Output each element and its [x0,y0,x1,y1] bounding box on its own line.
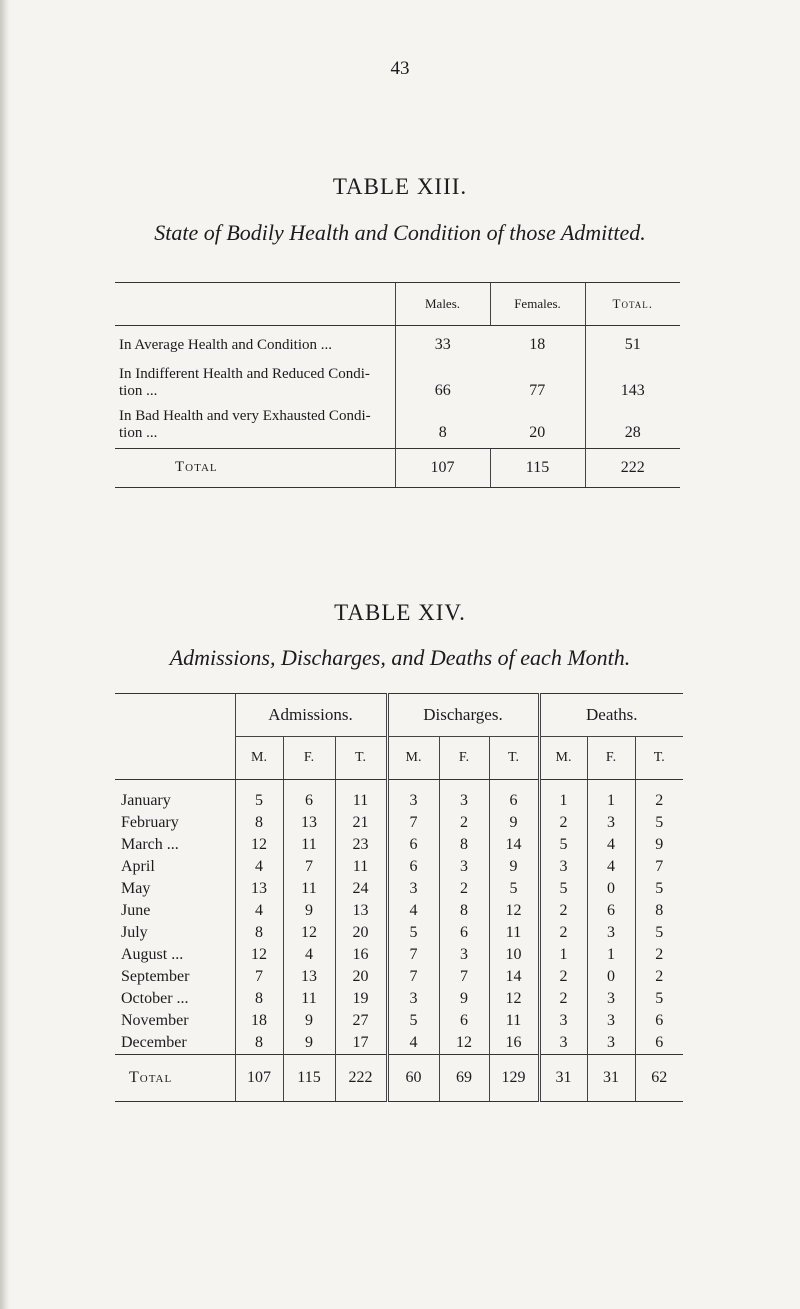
table-cell: 9 [283,1032,335,1055]
table-xiii [115,282,680,488]
table-cell: 6 [635,1010,683,1032]
table-cell: 11 [283,988,335,1010]
group-admissions: Admissions. [235,694,387,737]
table-cell: 5 [387,1010,439,1032]
table-row [115,988,683,1010]
month-label: July [121,924,148,941]
table-cell: 14 [489,966,539,988]
table-cell: 4 [387,900,439,922]
table-cell: 3 [587,812,635,834]
month-label: April [121,858,155,875]
table-row [115,812,683,834]
table-cell: 13 [235,878,283,900]
table-row [115,944,683,966]
table-total-row [115,448,680,487]
table-cell: 6 [439,1010,489,1032]
table-cell: 11 [283,878,335,900]
table-cell: 12 [489,988,539,1010]
group-deaths: Deaths. [539,694,683,737]
total-cell: 60 [387,1055,439,1102]
cell-males: 66 [395,354,490,400]
table-cell: 16 [489,1032,539,1055]
table-cell: 10 [489,944,539,966]
table-cell: 2 [635,780,683,813]
table-row [115,878,683,900]
table-cell: 5 [635,922,683,944]
subheader-cell: F. [283,737,335,780]
table-cell: 2 [439,812,489,834]
month-label: December [121,1034,187,1051]
cell-males: 33 [395,326,490,355]
table-row [115,856,683,878]
cell-total: 143 [585,354,680,400]
total-label: Total [115,448,395,487]
table-cell: 8 [235,988,283,1010]
table-cell: 13 [283,812,335,834]
page-number: 43 [390,58,410,79]
total-females: 115 [490,448,585,487]
table-cell: 0 [587,878,635,900]
month-label: August ... [121,946,184,963]
total-cell: 31 [587,1055,635,1102]
month-label: September [121,968,190,985]
month-label: November [121,1012,189,1029]
table-row [115,922,683,944]
subheader-cell: T. [335,737,387,780]
table-cell: 2 [539,922,587,944]
total-cell: 31 [539,1055,587,1102]
table-cell: 14 [489,834,539,856]
table-cell: 11 [489,922,539,944]
table-cell: 19 [335,988,387,1010]
table-row [115,1010,683,1032]
table-cell: 4 [387,1032,439,1055]
table-cell: 4 [283,944,335,966]
table-cell: 12 [283,922,335,944]
table-cell: 4 [235,900,283,922]
table-xiv-group-row [115,694,683,737]
table-cell: 21 [335,812,387,834]
subheader-cell: T. [635,737,683,780]
table-cell: 6 [439,922,489,944]
row-label: In Indifferent Health and Reduced Condi- tion ... [119,366,370,399]
total-cell: 222 [335,1055,387,1102]
subheader-cell: M. [235,737,283,780]
cell-females: 77 [529,382,546,399]
cell-males: 8 [395,400,490,448]
table-cell: 13 [335,900,387,922]
table-cell: 0 [587,966,635,988]
table-cell: 2 [539,900,587,922]
table-row [115,966,683,988]
month-label: January [121,792,171,809]
table-row [115,900,683,922]
table-cell: 13 [283,966,335,988]
table-cell: 20 [335,966,387,988]
table-cell: 23 [335,834,387,856]
table-row [115,834,683,856]
table-cell: 2 [439,878,489,900]
table-cell: 5 [539,834,587,856]
table-cell: 3 [539,1032,587,1055]
table-cell: 20 [335,922,387,944]
table-cell: 7 [387,944,439,966]
table-row [115,780,683,813]
subheader-cell: F. [439,737,489,780]
month-label: May [121,880,151,897]
table-cell: 8 [235,922,283,944]
table-total-row [115,1055,683,1102]
table-cell: 2 [539,812,587,834]
table-cell: 12 [235,834,283,856]
table-row [115,354,680,400]
table-cell: 9 [283,1010,335,1032]
table-cell: 7 [387,812,439,834]
table-cell: 3 [439,856,489,878]
subheader-cell: T. [489,737,539,780]
table-cell: 16 [335,944,387,966]
table-cell: 3 [587,1010,635,1032]
table-cell: 6 [387,834,439,856]
table-cell: 11 [335,856,387,878]
table-cell: 3 [439,944,489,966]
table-cell: 4 [587,834,635,856]
table-cell: 1 [539,944,587,966]
table-cell: 3 [587,988,635,1010]
table-xiv-subtitle: Admissions, Discharges, and Deaths of each Month. [169,645,631,670]
table-cell: 5 [635,878,683,900]
table-cell: 9 [635,834,683,856]
table-cell: 1 [587,780,635,813]
header-males: Males. [395,283,490,326]
table-cell: 4 [235,856,283,878]
cell-females: 20 [529,423,546,441]
table-cell: 6 [635,1032,683,1055]
total-cell: 69 [439,1055,489,1102]
table-cell: 8 [439,834,489,856]
table-cell: 18 [235,1010,283,1032]
table-xiii-title: TABLE XIII. [332,174,468,199]
table-xiv-body [115,780,683,1055]
total-males: 107 [395,448,490,487]
subheader-cell: M. [539,737,587,780]
table-cell: 3 [387,988,439,1010]
total-cell: 62 [635,1055,683,1102]
table-cell: 2 [635,966,683,988]
table-cell: 7 [387,966,439,988]
total-cell: 107 [235,1055,283,1102]
table-cell: 5 [635,812,683,834]
table-cell: 12 [235,944,283,966]
table-cell: 3 [387,780,439,813]
table-cell: 11 [335,780,387,813]
month-label: June [121,902,151,919]
table-cell: 5 [539,878,587,900]
total-label: Total [115,1055,235,1102]
row-label: In Bad Health and very Exhausted Condi- tion ... [119,407,371,441]
table-cell: 7 [283,856,335,878]
table-cell: 6 [387,856,439,878]
row-label: In Average Health and Condition ... [119,336,333,353]
table-cell: 7 [635,856,683,878]
table-xiii-header-row [115,283,680,326]
table-cell: 24 [335,878,387,900]
table-cell: 17 [335,1032,387,1055]
table-cell: 7 [235,966,283,988]
table-cell: 2 [539,988,587,1010]
group-discharges: Discharges. [387,694,539,737]
table-cell: 6 [283,780,335,813]
table-cell: 5 [235,780,283,813]
table-cell: 27 [335,1010,387,1032]
table-cell: 2 [539,966,587,988]
month-label: March ... [121,836,179,853]
table-cell: 11 [489,1010,539,1032]
table-cell: 9 [439,988,489,1010]
cell-females: 18 [529,336,546,353]
table-cell: 5 [635,988,683,1010]
table-cell: 8 [235,1032,283,1055]
cell-total: 28 [585,400,680,448]
month-label: February [121,814,179,831]
header-females: Females. [490,283,585,326]
table-cell: 3 [539,1010,587,1032]
table-cell: 9 [489,856,539,878]
table-cell: 9 [489,812,539,834]
table-cell: 3 [539,856,587,878]
total-total: 222 [585,448,680,487]
total-cell: 129 [489,1055,539,1102]
table-cell: 11 [283,834,335,856]
table-cell: 3 [387,878,439,900]
table-cell: 3 [587,1032,635,1055]
table-cell: 2 [635,944,683,966]
month-label: October ... [121,990,189,1007]
table-cell: 9 [283,900,335,922]
table-row [115,400,680,448]
table-xiii-subtitle: State of Bodily Health and Condition of those Admitted. [154,220,646,245]
subheader-cell: M. [387,737,439,780]
table-cell: 4 [587,856,635,878]
table-cell: 1 [587,944,635,966]
subheader-cell: F. [587,737,635,780]
table-cell: 5 [489,878,539,900]
table-xiv [115,693,683,1102]
subheader-blank [115,737,235,780]
group-blank [115,694,235,737]
header-total: Total. [585,283,680,326]
table-cell: 12 [439,1032,489,1055]
table-xiv-subheader-row [115,737,683,780]
table-cell: 6 [489,780,539,813]
table-cell: 8 [235,812,283,834]
table-cell: 1 [539,780,587,813]
table-row [115,1032,683,1055]
table-cell: 5 [387,922,439,944]
table-row [115,326,680,355]
table-xiv-title: TABLE XIV. [334,600,466,625]
table-cell: 8 [635,900,683,922]
table-cell: 7 [439,966,489,988]
table-cell: 6 [587,900,635,922]
header-blank [115,283,395,326]
table-cell: 3 [439,780,489,813]
table-cell: 12 [489,900,539,922]
cell-total: 51 [585,326,680,355]
table-cell: 3 [587,922,635,944]
total-cell: 115 [283,1055,335,1102]
table-cell: 8 [439,900,489,922]
